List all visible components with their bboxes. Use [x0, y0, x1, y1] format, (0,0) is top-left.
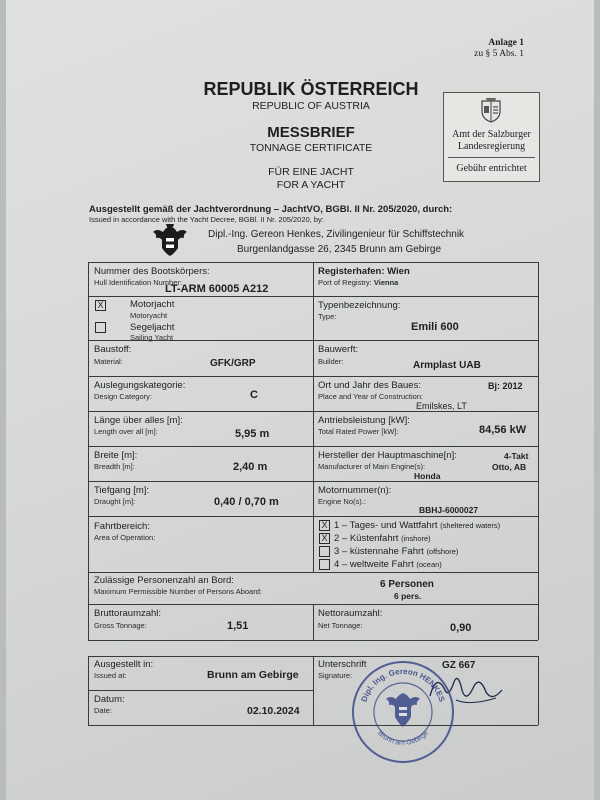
persons-sublabel: Maximum Permissible Number of Persons Aboard:	[94, 587, 262, 596]
port-value: Wien	[387, 266, 410, 277]
persons-value-2: 6 pers.	[394, 591, 422, 601]
port-sublabel-text: Port of Registry:	[318, 278, 372, 287]
design-category-label: Auslegungskategorie:	[94, 380, 186, 391]
fee-stamp	[443, 92, 540, 182]
power-sublabel: Total Rated Power [kW]:	[318, 427, 399, 436]
breadth-value: 2,40 m	[233, 461, 268, 473]
issued-at-value: Brunn am Gebirge	[207, 669, 299, 681]
builder-label: Bauwerft:	[318, 344, 359, 355]
issued-de: Ausgestellt gemäß der Jachtverordnung – JachtVO, BGBl. II Nr. 205/2020, durch:	[89, 204, 453, 215]
gross-tonnage-value: 1,51	[227, 620, 249, 632]
area-option-4-label: 4 – weltweite Fahrt	[334, 559, 414, 570]
hull-sublabel: Hull Identification Number:	[94, 278, 182, 287]
signature-sublabel: Signature:	[318, 671, 353, 680]
issued-at-sublabel: Issued at:	[94, 671, 127, 680]
breadth-sublabel: Breadth [m]:	[94, 462, 135, 471]
type-value: Emili 600	[411, 321, 459, 333]
breadth-label: Breite [m]:	[94, 450, 138, 461]
manufacturer-label: Hersteller der Hauptmaschine[n]:	[318, 450, 457, 461]
area-option-2-label: 2 – Küstenfahrt	[334, 533, 399, 544]
date-value: 02.10.2024	[247, 705, 300, 717]
for-yacht-en: FOR A YACHT	[276, 179, 346, 191]
length-label: Länge über alles [m]:	[94, 415, 183, 426]
manufacturer-value-2: Otto, AB	[492, 462, 527, 472]
doc-title-de: MESSBRIEF	[267, 124, 355, 141]
salzburg-coat-of-arms-icon	[479, 97, 503, 123]
issuer-line2: Burgenlandgasse 26, 2345 Brunn am Gebirge	[237, 244, 442, 255]
persons-label: Zulässige Personenzahl an Bord:	[94, 575, 234, 586]
persons-value: 6 Personen	[380, 579, 434, 590]
builder-sublabel: Builder:	[318, 357, 344, 366]
power-value: 84,56 kW	[479, 424, 527, 436]
draught-sublabel: Draught [m]:	[94, 497, 136, 506]
hull-label: Nummer des Bootskörpers:	[94, 266, 210, 277]
sailingyacht-checkbox[interactable]	[95, 322, 106, 333]
draught-label: Tiefgang [m]:	[94, 485, 150, 496]
builder-value: Armplast UAB	[413, 360, 481, 371]
port-label-text: Registerhafen:	[318, 266, 385, 277]
manufacturer-sublabel: Manufacturer of Main Engine(s):	[318, 462, 426, 471]
seal-bottom-text	[376, 730, 430, 747]
engine-number-value: BBHJ-6000027	[419, 505, 479, 515]
hull-value: LT-ARM 60005 A212	[165, 283, 269, 295]
motoryacht-checkbox[interactable]: X	[95, 300, 106, 311]
area-option-4	[334, 559, 442, 570]
area-option-4-sublabel: (ocean)	[416, 560, 442, 569]
place-value: Emilskes, LT	[416, 401, 467, 411]
area-option-2	[334, 533, 431, 544]
engine-number-sublabel: Engine No(s).:	[318, 497, 366, 506]
place-year-label: Ort und Jahr des Baues:	[318, 380, 421, 391]
austrian-eagle-icon	[151, 222, 189, 258]
reference-number: GZ 667	[442, 660, 476, 671]
area-option-1-sublabel: (sheltered waters)	[440, 521, 501, 530]
area-option-2-checkbox[interactable]: X	[319, 533, 330, 544]
build-year-value: Bj: 2012	[488, 381, 523, 391]
fee-stamp-line2: Landesregierung	[457, 141, 526, 152]
manufacturer-value-1: 4-Takt	[504, 451, 529, 461]
area-option-3-checkbox[interactable]	[319, 546, 330, 557]
official-seal	[348, 657, 458, 767]
area-option-1-label: 1 – Tages- und Wattfahrt	[334, 520, 438, 531]
fee-stamp-divider	[448, 157, 535, 158]
area-option-3-sublabel: (offshore)	[426, 547, 459, 556]
certificate-page	[6, 0, 594, 800]
area-option-1	[334, 520, 500, 531]
length-sublabel: Length over all [m]:	[94, 427, 158, 436]
seal-text-path: Dipl. Ing. Gereon HENKES	[359, 666, 447, 704]
date-label: Datum:	[94, 694, 125, 705]
signature-label: Unterschrift	[318, 659, 367, 670]
place-year-sublabel: Place and Year of Construction:	[318, 392, 424, 401]
draught-value: 0,40 / 0,70 m	[214, 496, 279, 508]
annex-line2: zu § 5 Abs. 1	[474, 49, 524, 59]
sailingyacht-label: Segeljacht	[130, 322, 175, 333]
area-option-3-label: 3 – küstennahe Fahrt	[334, 546, 424, 557]
material-label: Baustoff:	[94, 344, 132, 355]
type-label: Typenbezeichnung:	[318, 300, 401, 311]
design-category-sublabel: Design Category:	[94, 392, 152, 401]
fee-stamp-line1: Amt der Salzburger	[452, 129, 531, 140]
seal-bottom-text-path: Brunn am Gebirge	[376, 729, 430, 747]
design-category-value: C	[250, 389, 258, 401]
material-sublabel: Material:	[94, 357, 123, 366]
net-tonnage-sublabel: Net Tonnage:	[318, 621, 363, 630]
power-label: Antriebsleistung [kW]:	[318, 415, 410, 426]
area-option-4-checkbox[interactable]	[319, 559, 330, 570]
gross-tonnage-label: Bruttoraumzahl:	[94, 608, 162, 619]
engine-number-label: Motornummer(n):	[318, 485, 392, 496]
area-label: Fahrtbereich:	[94, 521, 150, 532]
net-tonnage-value: 0,90	[450, 622, 472, 634]
motoryacht-sublabel: Motoryacht	[130, 311, 168, 320]
motoryacht-label: Motorjacht	[130, 299, 175, 310]
doc-title-en: TONNAGE CERTIFICATE	[249, 142, 373, 154]
for-yacht-de: FÜR EINE JACHT	[268, 166, 354, 178]
area-option-2-sublabel: (inshore)	[401, 534, 431, 543]
gross-tonnage-sublabel: Gross Tonnage:	[94, 621, 147, 630]
length-value: 5,95 m	[235, 428, 270, 440]
title-en: REPUBLIC OF AUSTRIA	[252, 100, 370, 112]
issued-at-label: Ausgestellt in:	[94, 659, 154, 670]
annex-line1: Anlage 1	[488, 38, 524, 48]
title-de: REPUBLIK ÖSTERREICH	[203, 79, 419, 99]
area-sublabel: Area of Operation:	[94, 533, 156, 542]
port-sublabel	[318, 278, 398, 287]
date-sublabel: Date:	[94, 706, 112, 715]
sailingyacht-sublabel: Sailing Yacht	[130, 333, 174, 342]
port-label	[318, 266, 410, 277]
area-option-3	[334, 546, 458, 557]
port-sub-value: Vienna	[373, 278, 399, 287]
type-sublabel: Type:	[318, 312, 337, 321]
manufacturer-value-3: Honda	[414, 471, 441, 481]
net-tonnage-label: Nettoraumzahl:	[318, 608, 383, 619]
annex-reference	[452, 38, 524, 60]
fee-stamp-line3: Gebühr entrichtet	[456, 163, 527, 174]
issuer-line1: Dipl.-Ing. Gereon Henkes, Zivilingenieur für Schiffstechnik	[208, 229, 465, 240]
area-option-1-checkbox[interactable]: X	[319, 520, 330, 531]
issued-en: Issued in accordance with the Yacht Decree, BGBl. II Nr. 205/2020, by:	[89, 215, 324, 224]
material-value: GFK/GRP	[210, 358, 256, 369]
